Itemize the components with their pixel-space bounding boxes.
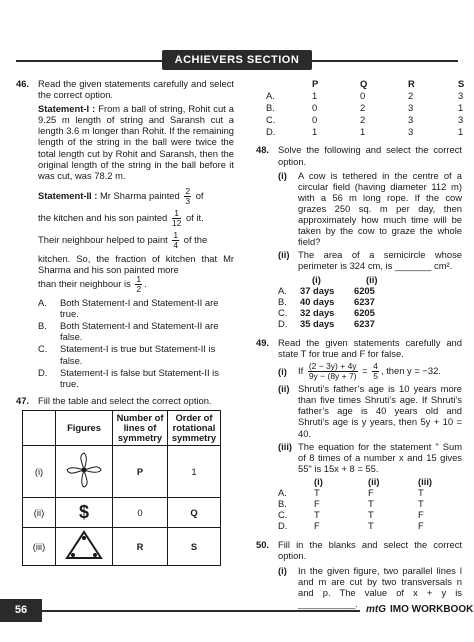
options-header: P Q R S xyxy=(312,78,465,89)
options-header: (i) (ii) xyxy=(312,273,378,285)
propeller-figure xyxy=(56,445,113,497)
part-i: (i) If $\frac{(2 - 3y) + 4y}{9y - (8y + 7)}$ = $\frac{4}{5}$ , then y = −32. xyxy=(278,361,441,382)
option-d[interactable]: D. F T F xyxy=(278,520,424,532)
table-row: (ii) $ 0 Q xyxy=(23,497,221,527)
section-title: ACHIEVERS SECTION xyxy=(162,50,312,70)
footer-rule xyxy=(42,610,360,612)
option-b[interactable]: B. 40 days 6237 xyxy=(278,295,375,307)
header-rule-left xyxy=(16,60,162,62)
option-b[interactable]: B. F T T xyxy=(278,498,424,510)
question-number: 48. xyxy=(256,144,270,156)
question-intro: Fill the table and select the correct option. xyxy=(38,394,212,406)
options-header: (i) (ii) (iii) xyxy=(314,475,433,487)
part-ii: (ii) The area of a semicircle whose perimeter is 324 cm, is _______ cm². xyxy=(278,249,462,272)
option-d[interactable]: D. 35 days 6237 xyxy=(278,317,375,329)
left-column xyxy=(16,78,234,566)
statement-2-line-d: kitchen. So, the fraction of kitchen that Mr Sharma and his son painted more xyxy=(38,252,234,275)
statement-2-line-a: Statement-II : Mr Sharma painted $\frac{2}{3}$ of xyxy=(38,185,204,206)
footer-brand: mtG IMO WORKBOOK xyxy=(366,604,474,615)
statement-2-line-c: Their neighbour helped to paint $\frac{1}{4}$ of the xyxy=(38,229,208,250)
question-intro: Read the given statements carefully and state T for true and F for false. xyxy=(278,336,462,360)
question-number: 46. xyxy=(16,78,30,89)
table-header-row xyxy=(23,410,221,445)
fraction: $\frac{1}{4}$ xyxy=(173,229,179,250)
table-row: (i) P 1 xyxy=(23,445,221,497)
question-47 xyxy=(16,395,234,406)
option-c[interactable]: C. Statement-I is true but Statement-II is false. xyxy=(38,343,216,366)
triangle-figure xyxy=(56,527,113,565)
option-b[interactable]: B. Both Statement-I and Statement-II are false. xyxy=(38,320,219,343)
option-a[interactable]: A. 37 days 6205 xyxy=(278,284,375,296)
option-c[interactable]: C. 0 2 3 3 xyxy=(266,114,464,126)
fraction: $\frac{4}{5}$ xyxy=(373,361,378,382)
fraction: $\frac{1}{2}$ xyxy=(136,274,142,295)
option-b[interactable]: B. 0 2 3 1 xyxy=(266,102,464,114)
question-49 xyxy=(256,337,462,531)
option-d[interactable]: D. 1 1 3 1 xyxy=(266,126,464,138)
option-a[interactable]: A. T F T xyxy=(278,487,424,498)
fraction: $\frac{(2 - 3y) + 4y}{9y - (8y + 7)}$ xyxy=(308,361,357,382)
header-lines: Number of lines of symmetry xyxy=(113,410,168,445)
question-number: 49. xyxy=(256,336,270,348)
right-column xyxy=(256,78,465,613)
header-order: Order of rotational symmetry xyxy=(168,410,221,445)
statement-1: Statement-I : From a ball of string, Rohit cut a 9.25 m length of string and Saransh cut a length 3.6 m longer than Rohit. If the remaining length of the string in the ball were twice the total length cut by Rohit and Saransh, then the original length of the string in the ball before it was cut, was 78.2 m. xyxy=(38,103,235,181)
option-c[interactable]: C. 32 days 6205 xyxy=(278,306,375,318)
question-number: 50. xyxy=(256,539,270,551)
question-48 xyxy=(256,144,462,329)
part-iii: (iii) The equation for the statement " Sum of 8 times of a number x and 15 gives 55" is 15x + 8 = 55. xyxy=(278,440,462,474)
question-47-options xyxy=(266,78,465,138)
table-row: (iii) R S xyxy=(23,527,221,565)
option-a[interactable]: A. 1 0 2 3 xyxy=(266,90,464,102)
symmetry-table xyxy=(22,410,221,566)
question-46 xyxy=(16,78,234,389)
page-number: 56 xyxy=(0,599,42,622)
question-number: 47. xyxy=(16,394,30,406)
fraction: $\frac{1}{12}$ xyxy=(171,207,182,228)
statement-2-line-b: the kitchen and his son painted $\frac{1}{12}$ of it. xyxy=(38,207,204,228)
part-i: (i) A cow is tethered in the centre of a circular field (having diameter 112 m) with a 56 m long rope. If the cow grazes 250 sq. m per day, then approximately how much time will be taken by the cow to graze the whole field? xyxy=(278,169,462,248)
option-a[interactable]: A. Both Statement-I and Statement-II are true. xyxy=(38,297,219,320)
part-i: (i) In the given figure, two parallel lines l and m are cut by two transversals n and p. The value of x + y is ___________. xyxy=(278,564,462,609)
header-rule-right xyxy=(312,60,458,62)
question-intro: Solve the following and select the correct option. xyxy=(278,144,462,167)
brand-logo: mtG xyxy=(366,604,386,615)
question-intro: Read the given statements carefully and select the correct option. xyxy=(38,78,234,101)
header-figures: Figures xyxy=(56,410,113,445)
statement-2-line-e: than their neighbour is $\frac{1}{2}$ . xyxy=(38,274,147,295)
fraction: $\frac{2}{3}$ xyxy=(185,185,191,206)
part-ii: (ii) Shruti’s father’s age is 10 years more than five times Shruti’s age. If Shruti’s father’s age is 40 years old and Shruti’s age is y years, then 5y + 10 = 40. xyxy=(278,383,462,439)
dollar-figure: $ xyxy=(56,497,113,527)
option-d[interactable]: D. Statement-I is false but Statement-II is true. xyxy=(38,366,219,389)
option-c[interactable]: C. T T F xyxy=(278,509,424,521)
question-intro: Fill in the blanks and select the correct option. xyxy=(278,539,462,562)
question-50 xyxy=(256,539,462,609)
